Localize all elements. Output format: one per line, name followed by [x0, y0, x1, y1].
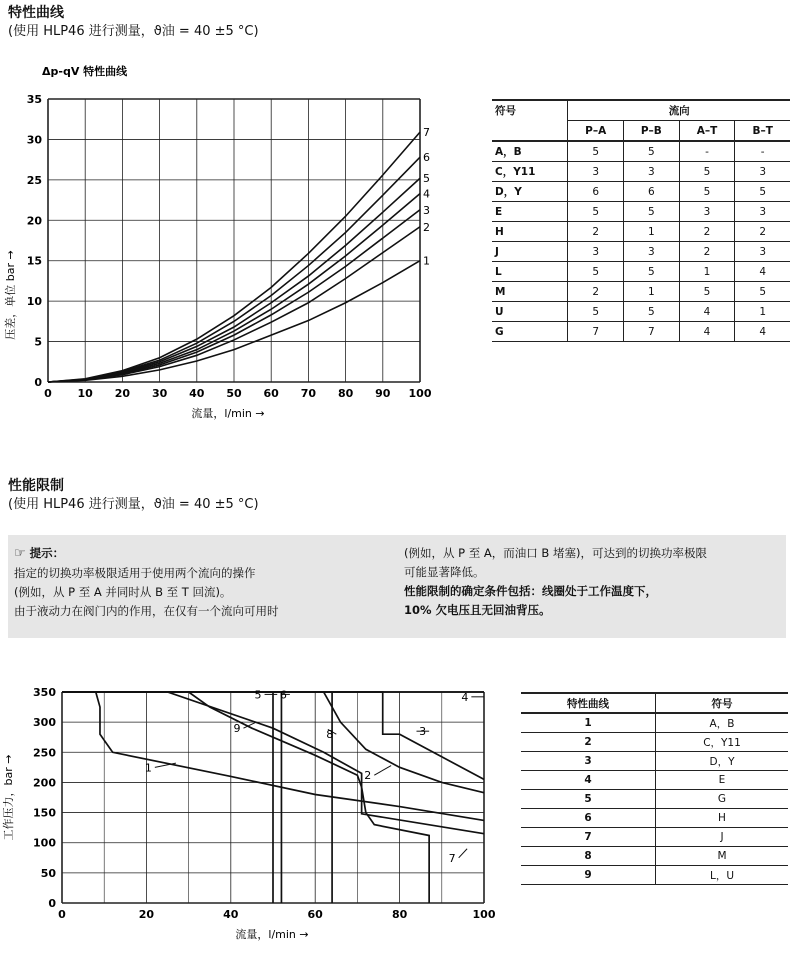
chart1-xtick-label: 70 — [300, 387, 317, 400]
table1-cell-value: 1 — [679, 262, 735, 282]
table1-cell-value: 3 — [735, 242, 790, 262]
table1-col-at: A–T — [679, 121, 735, 142]
chart2-ylabel-visible: 工作压力，bar → — [2, 754, 15, 841]
table2-cell-symbol: G — [656, 790, 789, 809]
table2-cell-curve: 9 — [521, 866, 656, 885]
chart2-xtick-label: 40 — [223, 908, 239, 921]
table1-cell-symbol: L — [492, 262, 568, 282]
table1-cell-value: 5 — [735, 282, 790, 302]
chart1-xtick-label: 20 — [114, 387, 131, 400]
table1-cell-value: 5 — [735, 182, 790, 202]
section1-title: 特性曲线 — [8, 5, 64, 21]
chart1-ytick-label: 25 — [26, 173, 42, 187]
chart2-ytick-label: 250 — [33, 746, 56, 760]
chart2-curve-label: 6 — [279, 688, 287, 702]
table-row — [492, 141, 790, 162]
table1-cell-value: 2 — [679, 222, 735, 242]
table2-header-curve: 特性曲线 — [521, 693, 656, 713]
chart1-lines — [48, 126, 430, 382]
table1-cell-symbol: J — [492, 242, 568, 262]
table2-cell-symbol: A，B — [656, 713, 789, 733]
chart2-curve-label: 7 — [448, 851, 456, 865]
table1-cell-symbol: E — [492, 202, 568, 222]
table1-cell-value: 3 — [735, 162, 790, 182]
table1-cell-symbol: U — [492, 302, 568, 322]
table1-cell-value: 2 — [735, 222, 790, 242]
chart1-xtick-label: 0 — [44, 387, 52, 400]
chart2-curve-label: 8 — [326, 728, 334, 742]
table-row — [492, 322, 790, 342]
table1-cell-value: 5 — [568, 302, 624, 322]
table-row — [521, 847, 788, 866]
table2-cell-symbol: M — [656, 847, 789, 866]
table1-cell-value: 1 — [624, 222, 680, 242]
table1-cell-value: 7 — [568, 322, 624, 342]
table1-cell-value: 4 — [679, 322, 735, 342]
chart1-ylabel: 压差，单位 bar → — [4, 250, 17, 340]
table1-col-bt: B–T — [735, 121, 790, 142]
chart1-series-label: 5 — [423, 172, 430, 186]
table1-cell-symbol: C，Y11 — [492, 162, 568, 182]
table2-cell-symbol: L，U — [656, 866, 789, 885]
table1-cell-value: 4 — [735, 322, 790, 342]
chart-dp-qv — [0, 55, 470, 430]
chart-performance-limits — [0, 680, 500, 950]
table1-cell-value: - — [735, 141, 790, 162]
table-row — [521, 713, 788, 733]
chart1-xtick-label: 60 — [263, 387, 279, 400]
chart2-curve-label: 2 — [364, 769, 372, 783]
table2-cell-symbol: H — [656, 809, 789, 828]
chart2-lines — [62, 692, 484, 903]
table2-cell-symbol: J — [656, 828, 789, 847]
chart1-xtick-label: 80 — [337, 387, 354, 400]
table-row — [492, 262, 790, 282]
chart1-xtick-label: 100 — [408, 387, 432, 400]
chart1-xtick-label: 30 — [151, 387, 168, 400]
table1-cell-value: 3 — [568, 242, 624, 262]
table1-cell-value: 1 — [624, 282, 680, 302]
table-row — [521, 733, 788, 752]
chart1-ytick-label: 10 — [26, 295, 42, 309]
chart2-curve-label: 3 — [419, 725, 427, 739]
chart1-series-label: 2 — [423, 220, 430, 234]
chart2-ytick-label: 350 — [33, 686, 56, 699]
table2-header-symbol: 符号 — [656, 693, 789, 713]
chart1-ytick-label: 35 — [26, 93, 42, 106]
table1-header-symbol: 符号 — [492, 100, 568, 121]
section2-title: 性能限制 — [8, 478, 64, 494]
table1-cell-value: 5 — [624, 202, 680, 222]
chart1-xtick-label: 40 — [189, 387, 205, 400]
table1-cell-value: 7 — [624, 322, 680, 342]
table2-cell-curve: 8 — [521, 847, 656, 866]
chart1-ytick-label: 0 — [34, 376, 42, 389]
table2-cell-curve: 6 — [521, 809, 656, 828]
chart1-series-label: 7 — [423, 126, 430, 140]
table1-cell-value: 3 — [679, 202, 735, 222]
table1-cell-value: 2 — [568, 282, 624, 302]
chart2-curve-label: 9 — [233, 722, 241, 736]
chart2-xtick-label: 60 — [307, 908, 323, 921]
table2-cell-curve: 3 — [521, 752, 656, 771]
curve-symbol-table — [521, 692, 788, 885]
chart2-xtick-label: 80 — [391, 908, 408, 921]
symbol-flow-table — [492, 99, 790, 342]
table-row — [521, 828, 788, 847]
chart1-ytick-label: 20 — [26, 214, 42, 228]
chart2-curve-label: 1 — [144, 761, 152, 775]
table1-header-direction: 流向 — [568, 100, 790, 121]
table2-cell-curve: 2 — [521, 733, 656, 752]
table-row — [521, 790, 788, 809]
table-row — [492, 202, 790, 222]
chart1-series-label: 1 — [423, 254, 430, 268]
table-row — [521, 809, 788, 828]
chart2-ytick-label: 100 — [33, 836, 56, 850]
table2-cell-symbol: D，Y — [656, 752, 789, 771]
table1-cell-value: 3 — [624, 162, 680, 182]
table2-cell-symbol: C，Y11 — [656, 733, 789, 752]
section1-subtitle: (使用 HLP46 进行测量，ϑ油 = 40 ±5 °C) — [8, 24, 259, 39]
chart1-xtick-label: 10 — [77, 387, 93, 400]
table1-col-pa: P–A — [568, 121, 624, 142]
note-right-bold-line: 性能限制的确定条件包括：线圈处于工作温度下， — [404, 584, 657, 598]
table1-cell-value: 1 — [735, 302, 790, 322]
chart2-label-leader — [374, 766, 391, 776]
chart1-ytick-label: 15 — [26, 254, 42, 268]
table-row — [521, 866, 788, 885]
table2-cell-curve: 1 — [521, 713, 656, 733]
table1-cell-value: 3 — [735, 202, 790, 222]
chart2-label-leader — [459, 849, 467, 858]
table-row — [521, 771, 788, 790]
note-right-line: (例如，从 P 至 A，而油口 B 堵塞)，可达到的切换功率极限 — [404, 546, 707, 560]
chart2-ytick-label: 200 — [33, 776, 56, 790]
table1-cell-value: - — [679, 141, 735, 162]
chart2-curve-label: 4 — [461, 690, 469, 704]
note-right-bold-line: 10% 欠电压且无回油背压。 — [404, 603, 551, 617]
note-right-line: 可能显著降低。 — [404, 565, 485, 579]
chart2-xtick-label: 100 — [472, 908, 496, 921]
table1-cell-value: 3 — [624, 242, 680, 262]
table1-cell-value: 3 — [568, 162, 624, 182]
table-row — [492, 222, 790, 242]
table2-cell-curve: 7 — [521, 828, 656, 847]
chart2-series-9 — [62, 692, 429, 903]
chart1-title: Δp-qV 特性曲线 — [42, 65, 128, 78]
chart1-series-label: 6 — [423, 151, 430, 165]
table2-cell-symbol: E — [656, 771, 789, 790]
chart2-ytick-label: 0 — [48, 897, 56, 910]
table-row — [521, 752, 788, 771]
table1-cell-symbol: A，B — [492, 141, 568, 162]
chart2-xlabel: 流量，l/min → — [235, 928, 309, 941]
chart2-curve-labels — [145, 688, 484, 864]
table-row — [492, 162, 790, 182]
note-left-line: (例如，从 P 至 A 并同时从 B 至 T 回流)。 — [14, 585, 232, 599]
table-row — [492, 242, 790, 262]
chart2-curve-label: 5 — [254, 688, 262, 702]
hand-pointer-icon: ☞ — [14, 546, 26, 561]
chart2-ytick-label: 150 — [33, 806, 56, 820]
table1-cell-value: 5 — [624, 262, 680, 282]
table2-cell-curve: 5 — [521, 790, 656, 809]
chart1-series-label: 4 — [423, 187, 430, 201]
chart2-ticks — [33, 686, 496, 921]
table1-cell-value: 5 — [568, 202, 624, 222]
chart1-series-label: 3 — [423, 203, 430, 217]
table2-cell-curve: 4 — [521, 771, 656, 790]
table-row — [492, 182, 790, 202]
chart2-ytick-label: 50 — [40, 866, 56, 880]
note-left-line: 由于液动力在阀门内的作用，在仅有一个流向可用时 — [14, 604, 279, 618]
table1-cell-value: 2 — [568, 222, 624, 242]
chart2-xtick-label: 20 — [138, 908, 155, 921]
table1-cell-symbol: D，Y — [492, 182, 568, 202]
chart1-xlabel: 流量，l/min → — [191, 407, 265, 420]
table1-cell-value: 5 — [568, 141, 624, 162]
table1-cell-value: 5 — [624, 302, 680, 322]
table-row — [492, 282, 790, 302]
section2-subtitle: (使用 HLP46 进行测量，ϑ油 = 40 ±5 °C) — [8, 497, 259, 512]
chart1-ytick-label: 5 — [34, 335, 42, 349]
table-row — [492, 302, 790, 322]
table1-cell-value: 2 — [679, 242, 735, 262]
table1-cell-symbol: H — [492, 222, 568, 242]
note-left-line: 指定的切换功率极限适用于使用两个流向的操作 — [14, 566, 256, 580]
table1-cell-value: 5 — [624, 141, 680, 162]
table1-cell-value: 4 — [679, 302, 735, 322]
table1-cell-symbol: M — [492, 282, 568, 302]
table1-cell-value: 6 — [624, 182, 680, 202]
chart2-ytick-label: 300 — [33, 716, 56, 730]
table1-cell-value: 6 — [568, 182, 624, 202]
table1-cell-value: 5 — [679, 162, 735, 182]
chart1-xtick-label: 90 — [375, 387, 391, 400]
table1-cell-symbol: G — [492, 322, 568, 342]
table1-cell-value: 5 — [679, 282, 735, 302]
chart1-ytick-label: 30 — [26, 133, 42, 147]
note-box — [8, 535, 786, 638]
table1-cell-value: 5 — [568, 262, 624, 282]
note-heading: ☞ 提示： — [14, 546, 65, 561]
chart1-xtick-label: 50 — [226, 387, 242, 400]
table1-cell-value: 5 — [679, 182, 735, 202]
chart2-xtick-label: 0 — [58, 908, 66, 921]
table1-cell-value: 4 — [735, 262, 790, 282]
table1-col-pb: P–B — [624, 121, 680, 142]
